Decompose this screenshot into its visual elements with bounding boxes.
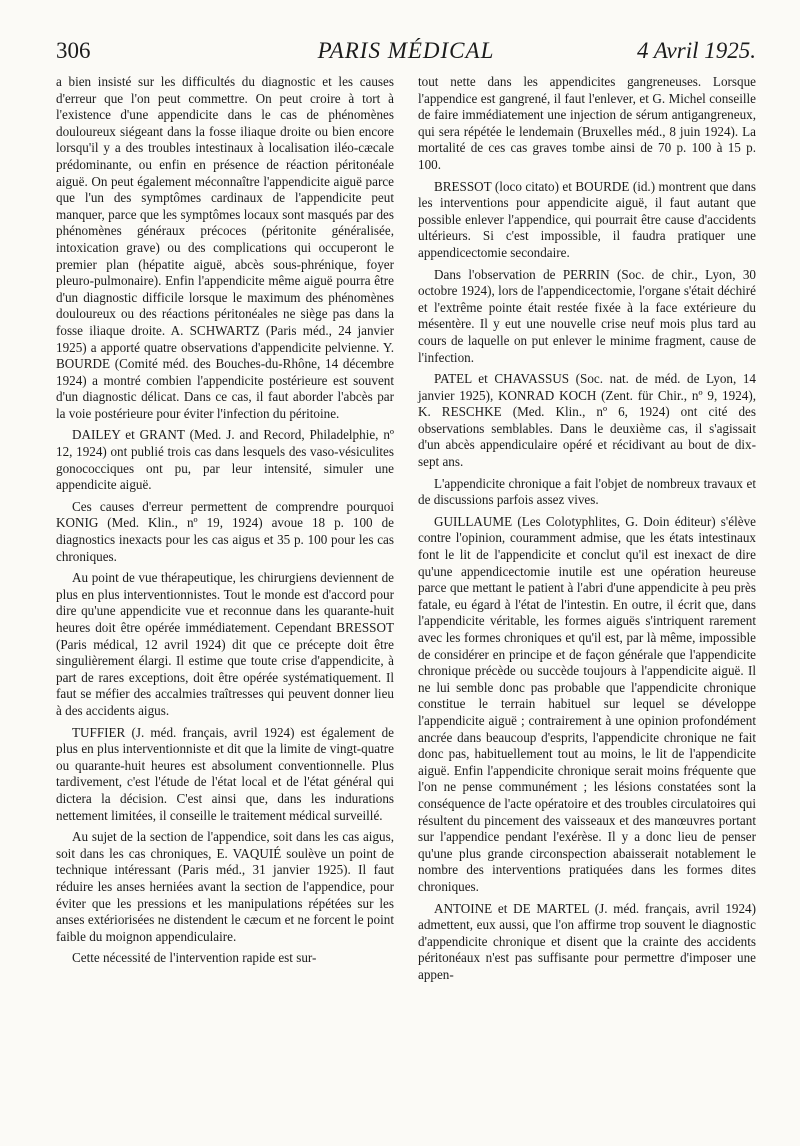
paragraph: L'appendicite chronique a fait l'objet de nombreux travaux et de discussions parfois assez vives. [418,475,756,508]
journal-title: PARIS MÉDICAL [317,38,495,63]
page-number: 306 [56,38,91,63]
running-header [56,38,756,74]
paragraph: BRESSOT (loco citato) et BOURDE (id.) montrent que dans les interventions pour appendicite aiguë, il faut autant que possible enlever l'appendice, qui pourrait être cause d'accidents ultérieurs. Si c'est impossible, il faudra pratiquer une appendicectomie secondaire. [418,178,756,260]
right-column [418,74,756,983]
paragraph: Au sujet de la section de l'appendice, soit dans les cas aigus, soit dans les cas chroniques, E. VAQUIÉ soulève un point de technique intéressant (Paris méd., 31 janvier 1925). Il faut réduire les anses herniées avant la section de l'appendice, pour éviter que les pressions et les manipulations répétées sur les anses extériorisées ne distendent le cæcum et ne forcent le point faible du moignon appendiculaire. [56,829,394,944]
paragraph: GUILLAUME (Les Colotyphlites, G. Doin éditeur) s'élève contre l'opinion, couramment admise, que les états intestinaux font le lit de l'appendicite et conclut qu'il est inexact de dire qu'une appendicectomie inutile est une opération heureuse parce que mettant le patient à l'abri d'une appendicite à peu près fatale, eu égard à l'état de l'intestin. En outre, il écrit que, dans l'appendicite véritable, les formes aiguës s'intriquent rarement avec les formes chroniques et qu'il est, par là même, impossible de considérer en principe et de façon générale que l'appendicite chronique précède ou succède toujours à l'appendicite aiguë. Il ne lui semble donc pas probable que l'appendicite chronique constitue le terrain habituel sur lequel se développe l'appendicite aiguë ; contrairement à une opinion profondément ancrée dans beaucoup d'esprits, l'appendicite chronique ne fait donc pas, habituellement tout au moins, le lit de l'appendicite aiguë. Enfin l'appendicite chronique serait moins fréquente que l'on ne pense communément ; les lésions constatées sont la conséquence de l'acte opératoire et des troubles circulatoires qui résultent du pincement des vaisseaux et des manœuvres portant sur l'appendice pendant l'exérèse. Il y a donc lieu de penser qu'une plus grande circonspection abaisserait notablement le nombre des interventions pratiquées dans les formes dites chroniques. [418,513,756,894]
issue-date: 4 Avril 1925. [636,38,756,63]
paragraph: DAILEY et GRANT (Med. J. and Record, Philadelphie, nº 12, 1924) ont publié trois cas dans lesquels des vaso-vésiculites gonococciques ont pu, par leur intensité, simuler une appendicite aiguë. [56,427,394,493]
text-columns [56,74,756,983]
paragraph: a bien insisté sur les difficultés du diagnostic et les causes d'erreur que l'on peut commettre. On peut croire à tort à l'existence d'une appendicite dans le cas de phénomènes douloureux siégeant dans la fosse iliaque droite ou bien encore lorsqu'il y a des troubles intestinaux à localisation iléo-cæcale prédominante, ou enfin en présence de réaction péritonéale aiguë. On peut également méconnaître l'appendicite aiguë parce que l'un des symptômes cardinaux de l'appendicite peut manquer, parce que les symptômes locaux sont masqués par des phénomènes généraux précoces (péritonite généralisée, intoxication grave) ou des complications qui occuperont le premier plan (hépatite aiguë, abcès sous-phrénique, foyer pleuro-pulmonaire). Enfin l'appendicite même aiguë pourra être d'un diagnostic difficile lorsque le maximum des phénomènes douloureux ou des réactions péritonéales ne siège pas dans la fosse iliaque droite. A. SCHWARTZ (Paris méd., 24 janvier 1925) a apporté quatre observations d'appendicite pelvienne. Y. BOURDE (Comité méd. des Bouches-du-Rhône, 14 décembre 1924) a montré combien l'appendicite postérieure est souvent d'un diagnostic délicat. Dans ce cas, il faut aborder l'abcès par la voie postérieure pour éviter l'infection du péritoine. [56,74,394,421]
left-column [56,74,394,983]
paragraph: ANTOINE et DE MARTEL (J. méd. français, avril 1924) admettent, eux aussi, que l'on affirme trop souvent le diagnostic d'appendicite chronique et disent que la crainte des accidents péritonéaux n'est pas suffisante pour permettre d'imposer une appen- [418,900,756,982]
paragraph: Au point de vue thérapeutique, les chirurgiens deviennent de plus en plus interventionnistes. Tout le monde est d'accord pour dire qu'une appendicite vue et reconnue dans les quarante-huit heures doit être opérée immédiatement. Cependant BRESSOT (Paris médical, 12 avril 1924) dit que ce précepte doit être singulièrement élargi. Il estime que toute crise d'appendicite, à part de rares exceptions, doit être opérée systématiquement. Il faut se méfier des accalmies traîtresses qui peuvent donner lieu à des accidents aigus. [56,570,394,718]
paragraph: TUFFIER (J. méd. français, avril 1924) est également de plus en plus interventionniste et dit que la limite de vingt-quatre ou quarante-huit heures est absolument conventionnelle. Plus tardivement, c'est l'étude de l'état local et de l'état général qui dictera la décision. C'est ainsi que, dans les indurations nettement limitées, il conseille le traitement médical surveillé. [56,724,394,823]
paragraph: Ces causes d'erreur permettent de comprendre pourquoi KONIG (Med. Klin., nº 19, 1924) avoue 18 p. 100 de diagnostics inexacts pour les cas aigus et 35 p. 100 pour les cas chroniques. [56,498,394,564]
paragraph: tout nette dans les appendicites gangreneuses. Lorsque l'appendice est gangrené, il faut l'enlever, et G. Michel conseille de faire immédiatement une injection de sérum antigangreneux, qui sera répétée le lendemain (Bruxelles méd., 8 juin 1924). La mortalité de ces cas graves tombe ainsi de 70 p. 100 à 15 p. 100. [418,74,756,172]
paragraph: Cette nécessité de l'intervention rapide est sur- [72,950,317,966]
paragraph: Dans l'observation de PERRIN (Soc. de chir., Lyon, 30 octobre 1924), lors de l'appendicectomie, l'organe s'était déchiré et l'extrême pointe était restée fixée à la face extérieure du mésentère. Il y eut une nouvelle crise neuf mois plus tard au cours de laquelle on put enlever le minime fragment, cause de l'infection. [418,266,756,365]
paragraph: PATEL et CHAVASSUS (Soc. nat. de méd. de Lyon, 14 janvier 1925), KONRAD KOCH (Zent. für Chir., nº 9, 1924), K. RESCHKE (Med. Klin., nº 6, 1924) ont cité des observations semblables. Dans le deuxième cas, il s'agissait d'un abcès appendiculaire opéré et récidivant au bout de dix-sept ans. [418,371,756,470]
